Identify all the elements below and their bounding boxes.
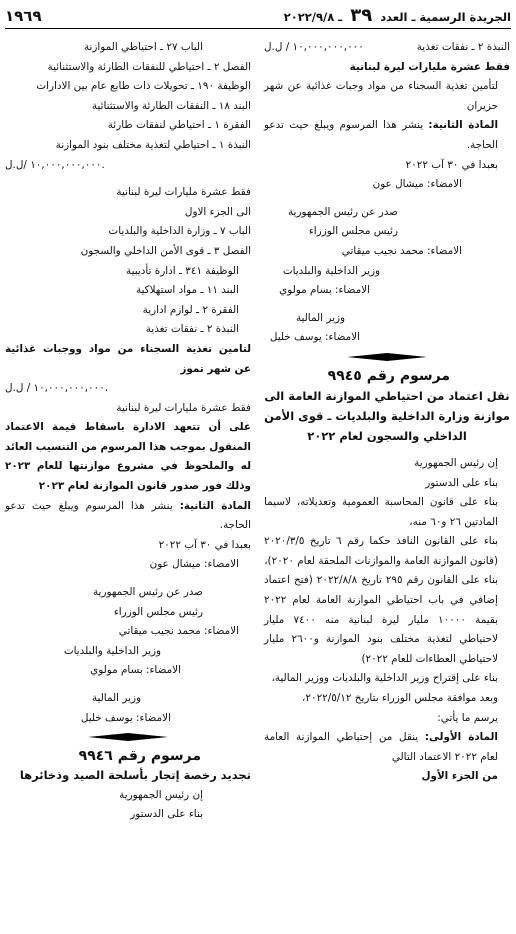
left-column (5, 38, 251, 825)
budget-chapter: الباب ٢٧ ـ احتياطي الموازنة (83, 41, 203, 53)
preamble-constitution: بناء على الدستور (425, 476, 498, 489)
preamble-constitution: بناء على الدستور (130, 808, 203, 821)
preamble-president: إن رئيس الجمهورية (414, 456, 498, 469)
page-header (5, 6, 511, 29)
signature-interior: الامضاء: بسام مولوي (279, 284, 370, 297)
journal-title (284, 6, 511, 28)
budget-section: الفصل ٣ ـ قوى الأمن الداخلي والسجون (80, 244, 251, 257)
issued-by: صدر عن رئيس الجمهورية (287, 205, 398, 218)
amount: ١٠,٠٠٠,٠٠٠,٠٠٠ / ل.ل (264, 41, 364, 53)
article-two (5, 497, 251, 536)
journal-name: الجريدة الرسمية ـ العدد (380, 10, 511, 25)
preamble-budget-law-2020: بناء على القانون النافذ حكما رقم ٦ تاريخ ٢٠٢٠/٣/٥ (قانون الموازنة العامة والموازنات الملحقة لعام ٢٠٢٠)، (264, 535, 498, 567)
budget-subitem: النبذة ١ ـ احتياطي لتغذية مختلف بنود الموازنة (55, 138, 251, 151)
budget-item: البند ١١ ـ مواد استهلاكية (135, 284, 239, 297)
minister-finance-title: وزير المالية (91, 692, 141, 704)
preamble-president: إن رئيس الجمهورية (119, 788, 203, 801)
issue-number: ٣٩ (350, 5, 373, 27)
signature-finance: الامضاء: يوسف خليل (269, 331, 360, 344)
amount: ١٠,٠٠٠,٠٠٠,٠٠٠ /ل.ل. (5, 158, 105, 171)
purpose-text: لتامين تغذية السجناء من مواد ووجبات غذائية عن شهر تموز (5, 342, 251, 375)
article-label: المادة الثانية: (179, 499, 251, 512)
signing-place-date: بعبدا في ٣٠ آب ٢٠٢٢ (158, 538, 251, 551)
minister-interior-title: وزير الداخلية والبلديات (63, 644, 161, 657)
page-number: ١٩٦٩ (5, 7, 42, 26)
decree-title: مرسوم رقم ٩٩٤٥ (327, 367, 450, 384)
amount-in-words: فقط عشرة مليارات ليرة لبنانية (349, 60, 510, 73)
article-one (264, 728, 510, 767)
part-heading: من الجزء الأول (421, 770, 498, 783)
issued-by: صدر عن رئيس الجمهورية (92, 586, 203, 599)
signature-president: الامضاء: ميشال عون (149, 558, 239, 571)
article-text: ينشر هذا المرسوم ويبلغ حيث تدعو الحاجة. (5, 499, 251, 532)
pm-title: رئيس مجلس الوزراء (308, 225, 398, 238)
amount-in-words: فقط عشرة مليارات ليرة لبنانية (116, 401, 251, 414)
signature-finance: الامضاء: يوسف خليل (80, 711, 171, 724)
part-heading: الى الجزء الاول (184, 205, 251, 218)
budget-line (264, 38, 510, 58)
amount-in-words: فقط عشرة مليارات ليرة لبنانية (116, 186, 251, 199)
budget-subitem: النبذة ٢ ـ نفقات تغذية (145, 323, 239, 336)
article-two (264, 116, 510, 155)
budget-function: الوظيفة ١٩٠ ـ تحويلات ذات طابع عام بين الادارات (36, 80, 251, 93)
signature-pm: الامضاء: محمد نجيب ميقاتي (118, 625, 239, 638)
right-column (264, 38, 510, 787)
budget-item: النبذة ٢ ـ نفقات تغذية (416, 41, 510, 53)
signature-pm: الامضاء: محمد نجيب ميقاتي (341, 244, 462, 257)
minister-finance-title: وزير المالية (295, 311, 345, 324)
purpose-text: لتأمين تغذية السجناء من مواد وجبات غذائية عن شهر حزيران (264, 80, 498, 112)
preamble-public-accounting: بناء على قانون المحاسبة العمومية وتعديلاته، لاسيما المادتين ٢٦ و٦٠ منه، (264, 496, 498, 528)
signature-interior: الامضاء: بسام مولوي (90, 664, 181, 677)
signature-president: الامضاء: ميشال عون (372, 178, 462, 191)
decree-title: مرسوم رقم ٩٩٤٦ (78, 748, 201, 765)
article-text: ينقل من إحتياطي الموازنة العامة لعام ٢٠٢٢ الاعتماد التالي (264, 731, 498, 763)
decree-subject: نقل اعتماد من احتياطي الموازنة العامة الى موازنة وزارة الداخلية والبلديات ـ قوى الأمن الداخلي والسجون لعام ٢٠٢٢ (264, 388, 510, 443)
budget-chapter: الباب ٧ ـ وزارة الداخلية والبلديات (108, 225, 251, 238)
article-label: المادة الثانية: (428, 119, 498, 132)
preamble-proposal: بناء على إقتراح وزير الداخلية والبلديات ووزير المالية، (271, 672, 498, 685)
pm-title: رئيس مجلس الوزراء (113, 605, 203, 618)
budget-section: الفصل ٢ ـ احتياطي للنفقات الطارئة والاستثنائية (47, 60, 251, 73)
budget-paragraph: الفقرة ١ ـ احتياطي لنفقات طارئة (107, 119, 251, 132)
amount: ١٠,٠٠٠,٠٠٠,٠٠٠ / ل.ل. (5, 382, 109, 395)
preamble-council-approval: وبعد موافقة مجلس الوزراء بتاريخ ٢٠٢٢/٥/١٢، (302, 692, 498, 705)
budget-function: الوظيفة ٣٤١ ـ ادارة تأديبية (126, 264, 239, 277)
section-divider-ornament (264, 350, 510, 364)
article-label: المادة الأولى: (424, 731, 498, 744)
decree-enactment: يرسم ما يأتي: (437, 711, 498, 724)
commitment-clause: على أن تتعهد الادارة باسقاط قيمة الاعتماد المنقول بموجب هذا المرسوم من التنسيب العائد له والملحوظ في مشروع موازنتها للعام ٢٠٢٣ وذلك فور صدور قانون الموازنة لعام ٢٠٢٣ (5, 421, 251, 493)
budget-item: البند ١٨ ـ النفقات الطارئة والاستثنائية (91, 99, 251, 112)
issue-date: ـ ٢٠٢٢/٩/٨ (283, 10, 343, 25)
signing-place-date: بعبدا في ٣٠ آب ٢٠٢٢ (405, 158, 498, 171)
decree-subject: تجديد رخصة إتجار بأسلحة الصيد وذخائرها (19, 768, 251, 783)
preamble-law-295: بناء على القانون رقم ٢٩٥ تاريخ ٢٠٢٢/٨/٨ (فتح اعتماد إضافي في باب احتياطي الموازنة العامة لعام ٢٠٢٢ بقيمة ١٠٠٠٠ مليار ليرة لبنانية منه ٧٤٠٠ مليار لاحتياطي لتغذية مختلف بنود الموازنة و٢٦٠٠ مليار لاحتياطي العطاءات للعام ٢٠٢٢) (264, 574, 499, 665)
budget-paragraph: الفقرة ٢ ـ لوازم ادارية (142, 303, 239, 316)
article-text: ينشر هذا المرسوم ويبلغ حيث تدعو الحاجة. (264, 119, 498, 151)
minister-interior-title: وزير الداخلية والبلديات (282, 264, 380, 277)
section-divider-ornament (5, 730, 251, 744)
